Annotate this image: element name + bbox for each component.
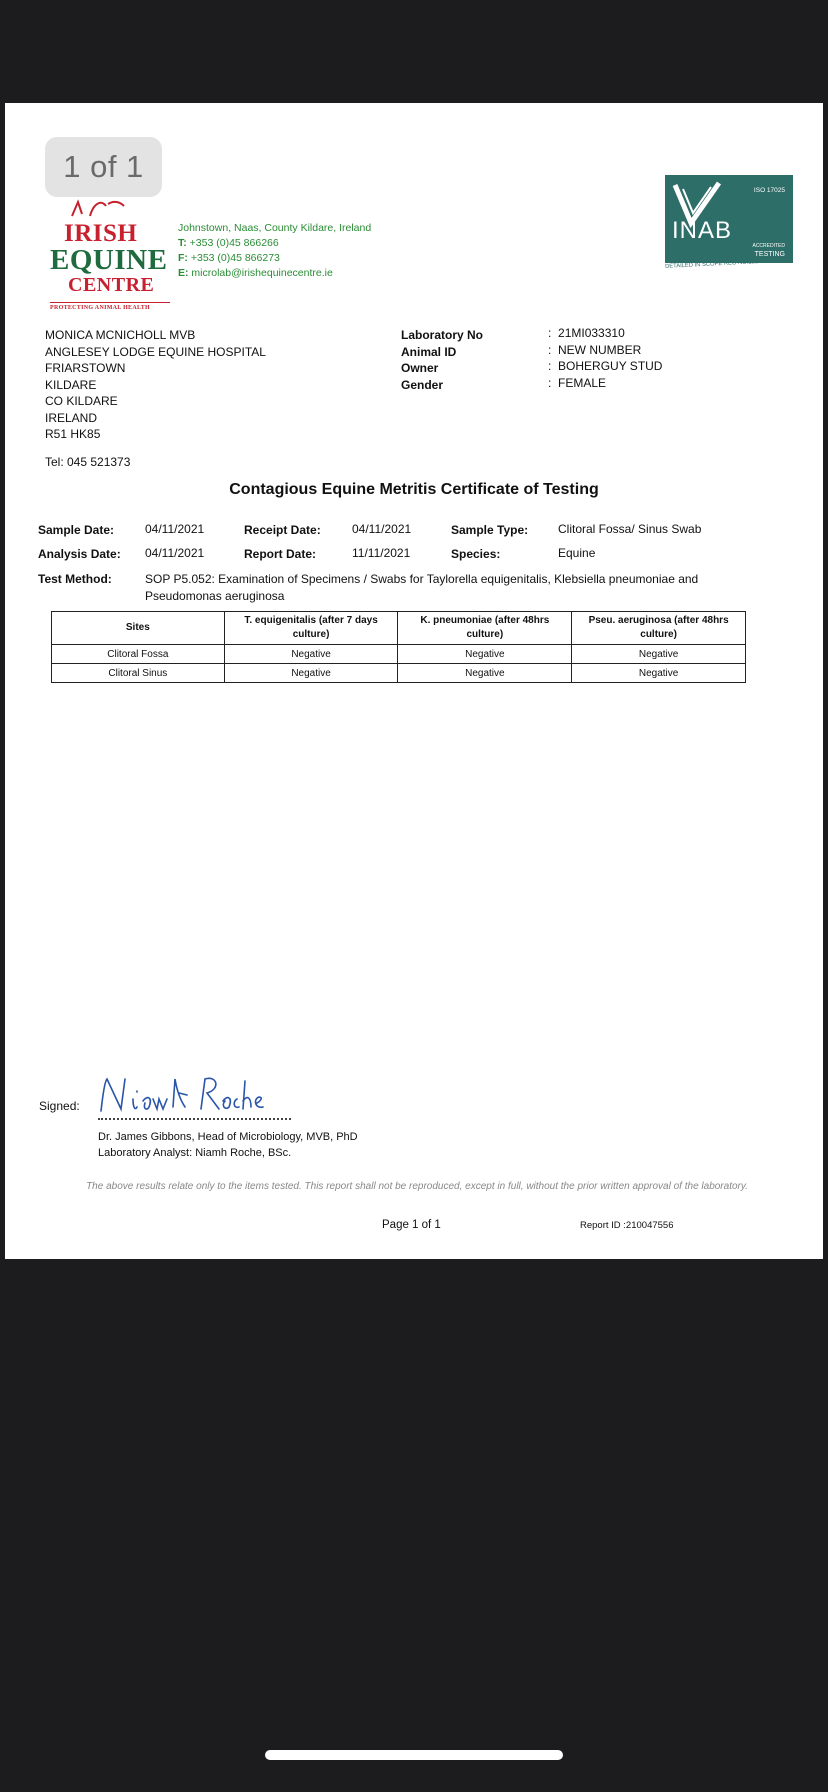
recipient-line: CO KILDARE bbox=[45, 394, 118, 408]
receipt-date-value: 04/11/2021 bbox=[352, 522, 412, 536]
gender-label: Gender bbox=[401, 377, 444, 392]
recipient-tel: Tel: 045 521373 bbox=[45, 455, 131, 469]
receipt-date-label: Receipt Date: bbox=[244, 523, 321, 537]
logo-word-irish: IRISH bbox=[64, 220, 138, 247]
handwritten-signature bbox=[97, 1071, 267, 1121]
irish-equine-centre-logo bbox=[50, 196, 175, 311]
signer-line-1: Dr. James Gibbons, Head of Microbiology, MVB, PhD bbox=[98, 1131, 358, 1143]
header-t-equigenitalis: T. equigenitalis (after 7 days culture) bbox=[224, 612, 398, 645]
disclaimer: The above results relate only to the items tested. This report shall not be reproduced, except in full, without the prior written approval of the laboratory. bbox=[86, 1181, 748, 1192]
lab-email: E: microlab@irishequinecentre.ie bbox=[178, 267, 333, 279]
owner-label: Owner bbox=[401, 361, 439, 375]
gender-value: : FEMALE bbox=[548, 375, 607, 390]
result-cell: Negative bbox=[398, 645, 572, 664]
analysis-date-label: Analysis Date: bbox=[38, 547, 121, 561]
recipient-line: MONICA MCNICHOLL MVB bbox=[45, 328, 196, 342]
sample-type-value: Clitoral Fossa/ Sinus Swab bbox=[558, 522, 702, 536]
home-indicator-bar[interactable] bbox=[265, 1750, 563, 1760]
owner-value: : BOHERGUY STUD bbox=[548, 359, 663, 373]
horse-crest-icon bbox=[68, 196, 128, 218]
header-pseu-aeruginosa: Pseu. aeruginosa (after 48hrs culture) bbox=[572, 612, 746, 645]
lab-address: Johnstown, Naas, County Kildare, Ireland bbox=[178, 222, 372, 234]
recipient-line: R51 HK85 bbox=[45, 427, 101, 441]
report-date-value: 11/11/2021 bbox=[352, 546, 411, 560]
result-cell: Negative bbox=[572, 645, 746, 664]
result-cell: Negative bbox=[398, 664, 572, 683]
test-method-label: Test Method: bbox=[38, 572, 112, 586]
lab-number-value: : 21MI033310 bbox=[548, 326, 625, 340]
signed-label: Signed: bbox=[39, 1099, 80, 1113]
result-cell: Negative bbox=[224, 664, 398, 683]
table-row bbox=[52, 645, 746, 664]
logo-word-equine: EQUINE bbox=[50, 244, 168, 276]
inab-name: INAB bbox=[672, 217, 733, 244]
header-k-pneumoniae: K. pneumoniae (after 48hrs culture) bbox=[398, 612, 572, 645]
test-method-value: SOP P5.052: Examination of Specimens / Swabs for Taylorella equigenitalis, Klebsiella pneumoniae and Pseudomonas aeruginosa bbox=[145, 572, 699, 603]
site-cell: Clitoral Sinus bbox=[52, 664, 225, 683]
inab-iso-standard: ISO 17025 bbox=[753, 187, 785, 194]
certificate-page bbox=[5, 103, 823, 1259]
result-cell: Negative bbox=[224, 645, 398, 664]
sample-date-value: 04/11/2021 bbox=[145, 522, 205, 536]
logo-word-centre: CENTRE bbox=[68, 274, 155, 296]
sample-type-label: Sample Type: bbox=[451, 523, 529, 537]
site-cell: Clitoral Fossa bbox=[52, 645, 225, 664]
table-row bbox=[52, 664, 746, 683]
animal-id-label: Animal ID bbox=[401, 344, 457, 359]
sample-date-label: Sample Date: bbox=[38, 523, 115, 537]
animal-id-value: : NEW NUMBER bbox=[548, 342, 642, 357]
inab-accredited: ACCREDITED bbox=[752, 243, 785, 249]
analysis-date-value: 04/11/2021 bbox=[145, 546, 205, 560]
results-header-row bbox=[52, 612, 746, 645]
inab-testing: TESTING bbox=[754, 251, 785, 258]
recipient-line: FRIARSTOWN bbox=[45, 361, 126, 375]
certificate-title: Contagious Equine Metritis Certificate of Testing bbox=[229, 481, 599, 498]
recipient-address bbox=[45, 327, 266, 443]
report-id: Report ID :210047556 bbox=[580, 1220, 674, 1231]
species-value: Equine bbox=[558, 546, 596, 560]
inab-badge bbox=[665, 175, 793, 263]
results-table bbox=[51, 611, 746, 683]
lab-contact-block bbox=[178, 221, 371, 281]
inab-scope: DETAILED IN SCOPE REG NO.151T bbox=[665, 258, 762, 270]
logo-tagline: PROTECTING ANIMAL HEALTH bbox=[50, 302, 170, 311]
species-label: Species: bbox=[451, 547, 501, 561]
lab-phone: T: +353 (0)45 866266 bbox=[178, 237, 279, 249]
page-number: Page 1 of 1 bbox=[382, 1219, 441, 1231]
report-date-label: Report Date: bbox=[244, 547, 317, 561]
result-cell: Negative bbox=[572, 664, 746, 683]
recipient-line: KILDARE bbox=[45, 377, 97, 392]
lab-number-label: Laboratory No bbox=[401, 328, 484, 342]
signature-line bbox=[98, 1118, 291, 1120]
inab-accreditation-logo bbox=[665, 175, 793, 277]
header-sites: Sites bbox=[52, 612, 225, 645]
lab-fax: F: +353 (0)45 866273 bbox=[178, 252, 280, 264]
page-indicator: 1 of 1 bbox=[45, 137, 162, 197]
recipient-line: ANGLESEY LODGE EQUINE HOSPITAL bbox=[45, 344, 266, 359]
recipient-line: IRELAND bbox=[45, 410, 98, 425]
signer-line-2: Laboratory Analyst: Niamh Roche, BSc. bbox=[98, 1147, 292, 1159]
signer-details bbox=[98, 1129, 358, 1161]
